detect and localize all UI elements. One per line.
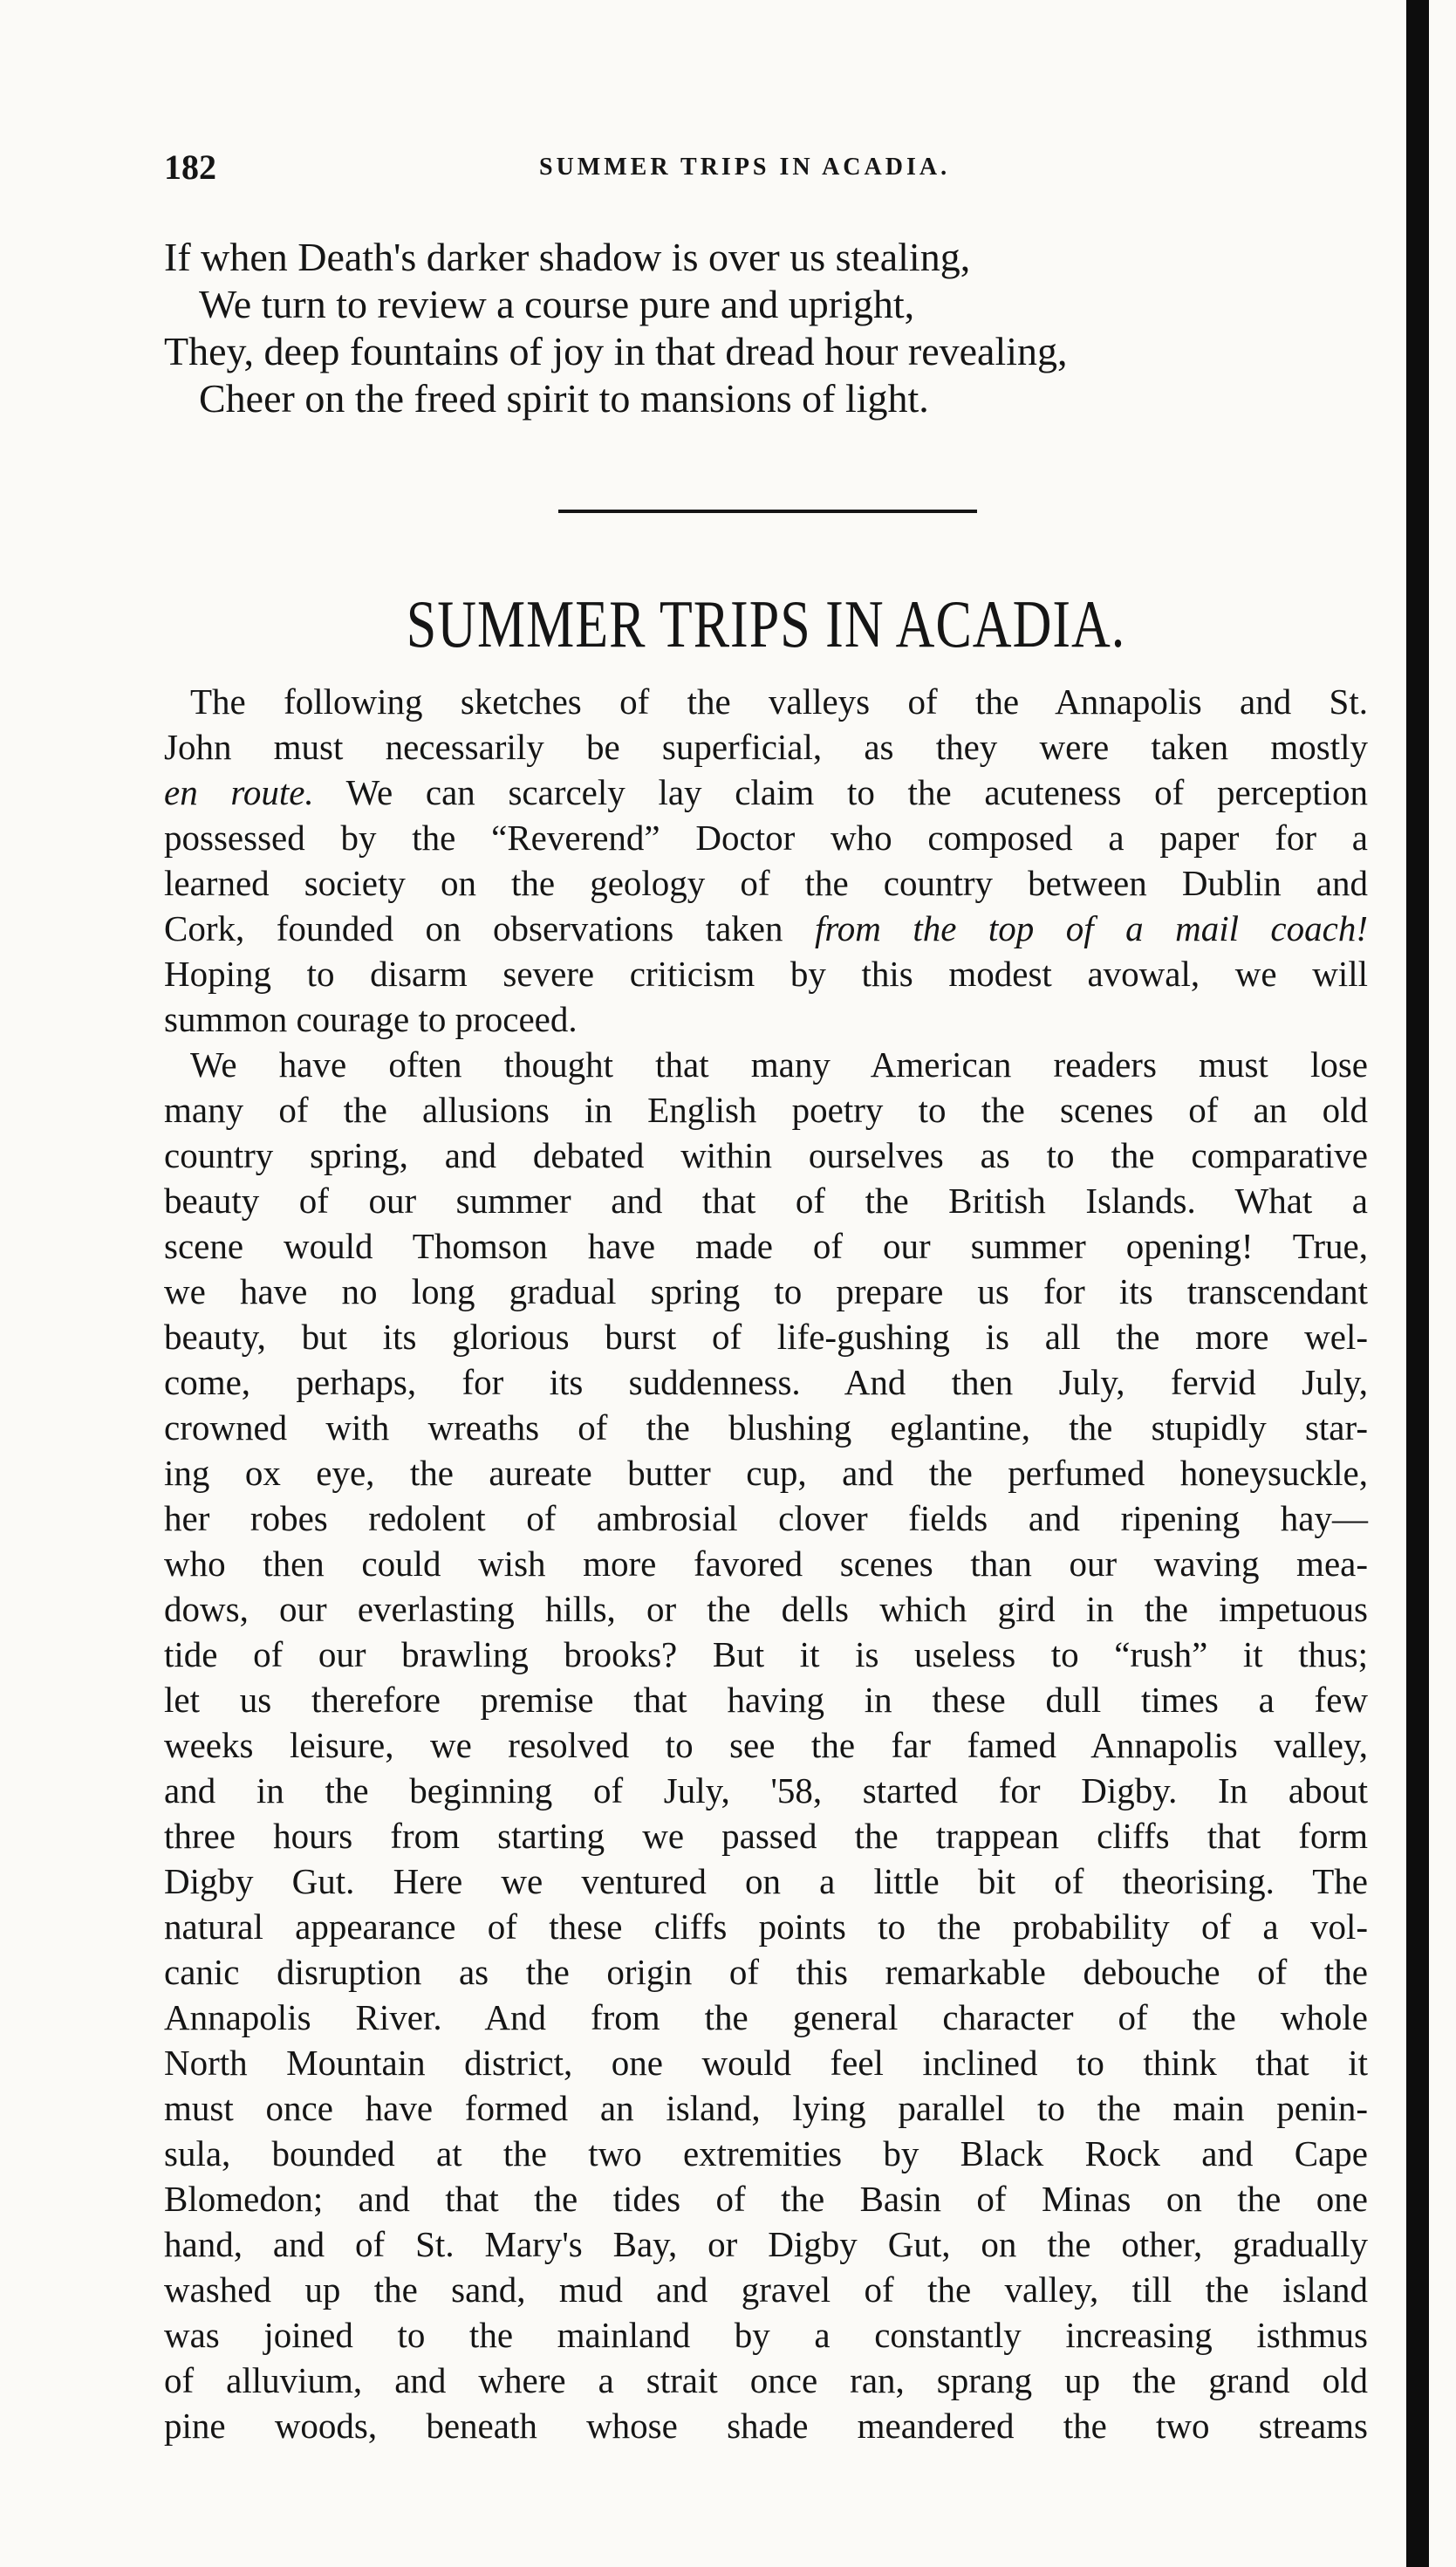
page-number: 182 (164, 147, 216, 187)
text-line: weeks leisure, we resolved to see the far famed Annapolis valley, (164, 1725, 1368, 1765)
text-line: Digby Gut. Here we ventured on a little bit of theorising. The (164, 1861, 1368, 1901)
text-line: summon courage to proceed. (164, 999, 578, 1039)
text-line: We have often thought that many American readers must lose (190, 1044, 1368, 1085)
text-line: ing ox eye, the aureate butter cup, and the perfumed honeysuckle, (164, 1453, 1368, 1493)
text-line: scene would Thomson have made of our summer opening! True, (164, 1226, 1368, 1266)
text-line: many of the allusions in English poetry to the scenes of an old (164, 1090, 1368, 1130)
text-line: and in the beginning of July, '58, started for Digby. In about (164, 1770, 1368, 1811)
text-line (164, 770, 1368, 815)
text-line: tide of our brawling brooks? But it is useless to “rush” it thus; (164, 1634, 1368, 1674)
text-line: three hours from starting we passed the trappean cliffs that form (164, 1816, 1368, 1856)
text-line: sula, bounded at the two extremities by Black Rock and Cape (164, 2133, 1368, 2173)
text-line: Blomedon; and that the tides of the Basin of Minas on the one (164, 2179, 1368, 2219)
text-line: The following sketches of the valleys of the Annapolis and St. (190, 681, 1368, 722)
text-span: Cork, founded on observations taken (164, 908, 815, 948)
text-line: crowned with wreaths of the blushing eglantine, the stupidly star- (164, 1407, 1368, 1448)
text-line: North Mountain district, one would feel inclined to think that it (164, 2043, 1368, 2083)
text-line: hand, and of St. Mary's Bay, or Digby Gut, on the other, gradually (164, 2224, 1368, 2264)
text-line: was joined to the mainland by a constantly increasing isthmus (164, 2315, 1368, 2355)
poem-line: If when Death's darker shadow is over us stealing, (164, 235, 971, 279)
text-line: washed up the sand, mud and gravel of the valley, till the island (164, 2269, 1368, 2310)
text-line: beauty of our summer and that of the British Islands. What a (164, 1181, 1368, 1221)
text-line: her robes redolent of ambrosial clover fields and ripening hay— (164, 1498, 1368, 1538)
text-line: we have no long gradual spring to prepare us for its transcendant (164, 1271, 1368, 1311)
text-line: Annapolis River. And from the general character of the whole (164, 1997, 1368, 2037)
poem-line: We turn to review a course pure and upright, (199, 282, 915, 326)
italic-phrase: en route. (164, 772, 314, 812)
text-line: must once have formed an island, lying parallel to the main penin- (164, 2088, 1368, 2128)
running-head: SUMMER TRIPS IN ACADIA. (539, 154, 951, 181)
text-span: We can scarcely lay claim to the acuteness of perception (313, 772, 1368, 812)
article-body (164, 679, 1368, 2448)
text-line: learned society on the geology of the country between Dublin and (164, 863, 1368, 903)
text-line: who then could wish more favored scenes than our waving mea- (164, 1544, 1368, 1584)
poem-stanza (164, 234, 1368, 422)
italic-phrase: from the top of a mail coach! (814, 908, 1368, 948)
text-line: John must necessarily be superficial, as they were taken mostly (164, 727, 1368, 767)
article-title: SUMMER TRIPS IN ACADIA. (406, 587, 1126, 662)
text-line: let us therefore premise that having in these dull times a few (164, 1680, 1368, 1720)
paragraph (164, 1042, 1368, 2448)
text-line: of alluvium, and where a strait once ran, sprang up the grand old (164, 2360, 1368, 2400)
text-line (164, 906, 1368, 951)
text-line: possessed by the “Reverend” Doctor who composed a paper for a (164, 818, 1368, 858)
text-line: come, perhaps, for its suddenness. And then July, fervid July, (164, 1362, 1368, 1402)
text-line: canic disruption as the origin of this remarkable debouche of the (164, 1952, 1368, 1992)
text-line: country spring, and debated within ourselves as to the comparative (164, 1135, 1368, 1175)
poem-line: They, deep fountains of joy in that dread hour revealing, (164, 329, 1068, 373)
page-edge-border (1406, 0, 1429, 2567)
text-line: pine woods, beneath whose shade meandered the two streams (164, 2406, 1368, 2446)
poem-line: Cheer on the freed spirit to mansions of light. (199, 376, 929, 421)
text-line: beauty, but its glorious burst of life-gushing is all the more wel- (164, 1317, 1368, 1357)
text-line: natural appearance of these cliffs points to the probability of a vol- (164, 1906, 1368, 1947)
page-header (164, 147, 1368, 190)
section-divider (558, 510, 977, 513)
text-line: Hoping to disarm severe criticism by this modest avowal, we will (164, 954, 1368, 994)
text-line: dows, our everlasting hills, or the dells which gird in the impetuous (164, 1589, 1368, 1629)
